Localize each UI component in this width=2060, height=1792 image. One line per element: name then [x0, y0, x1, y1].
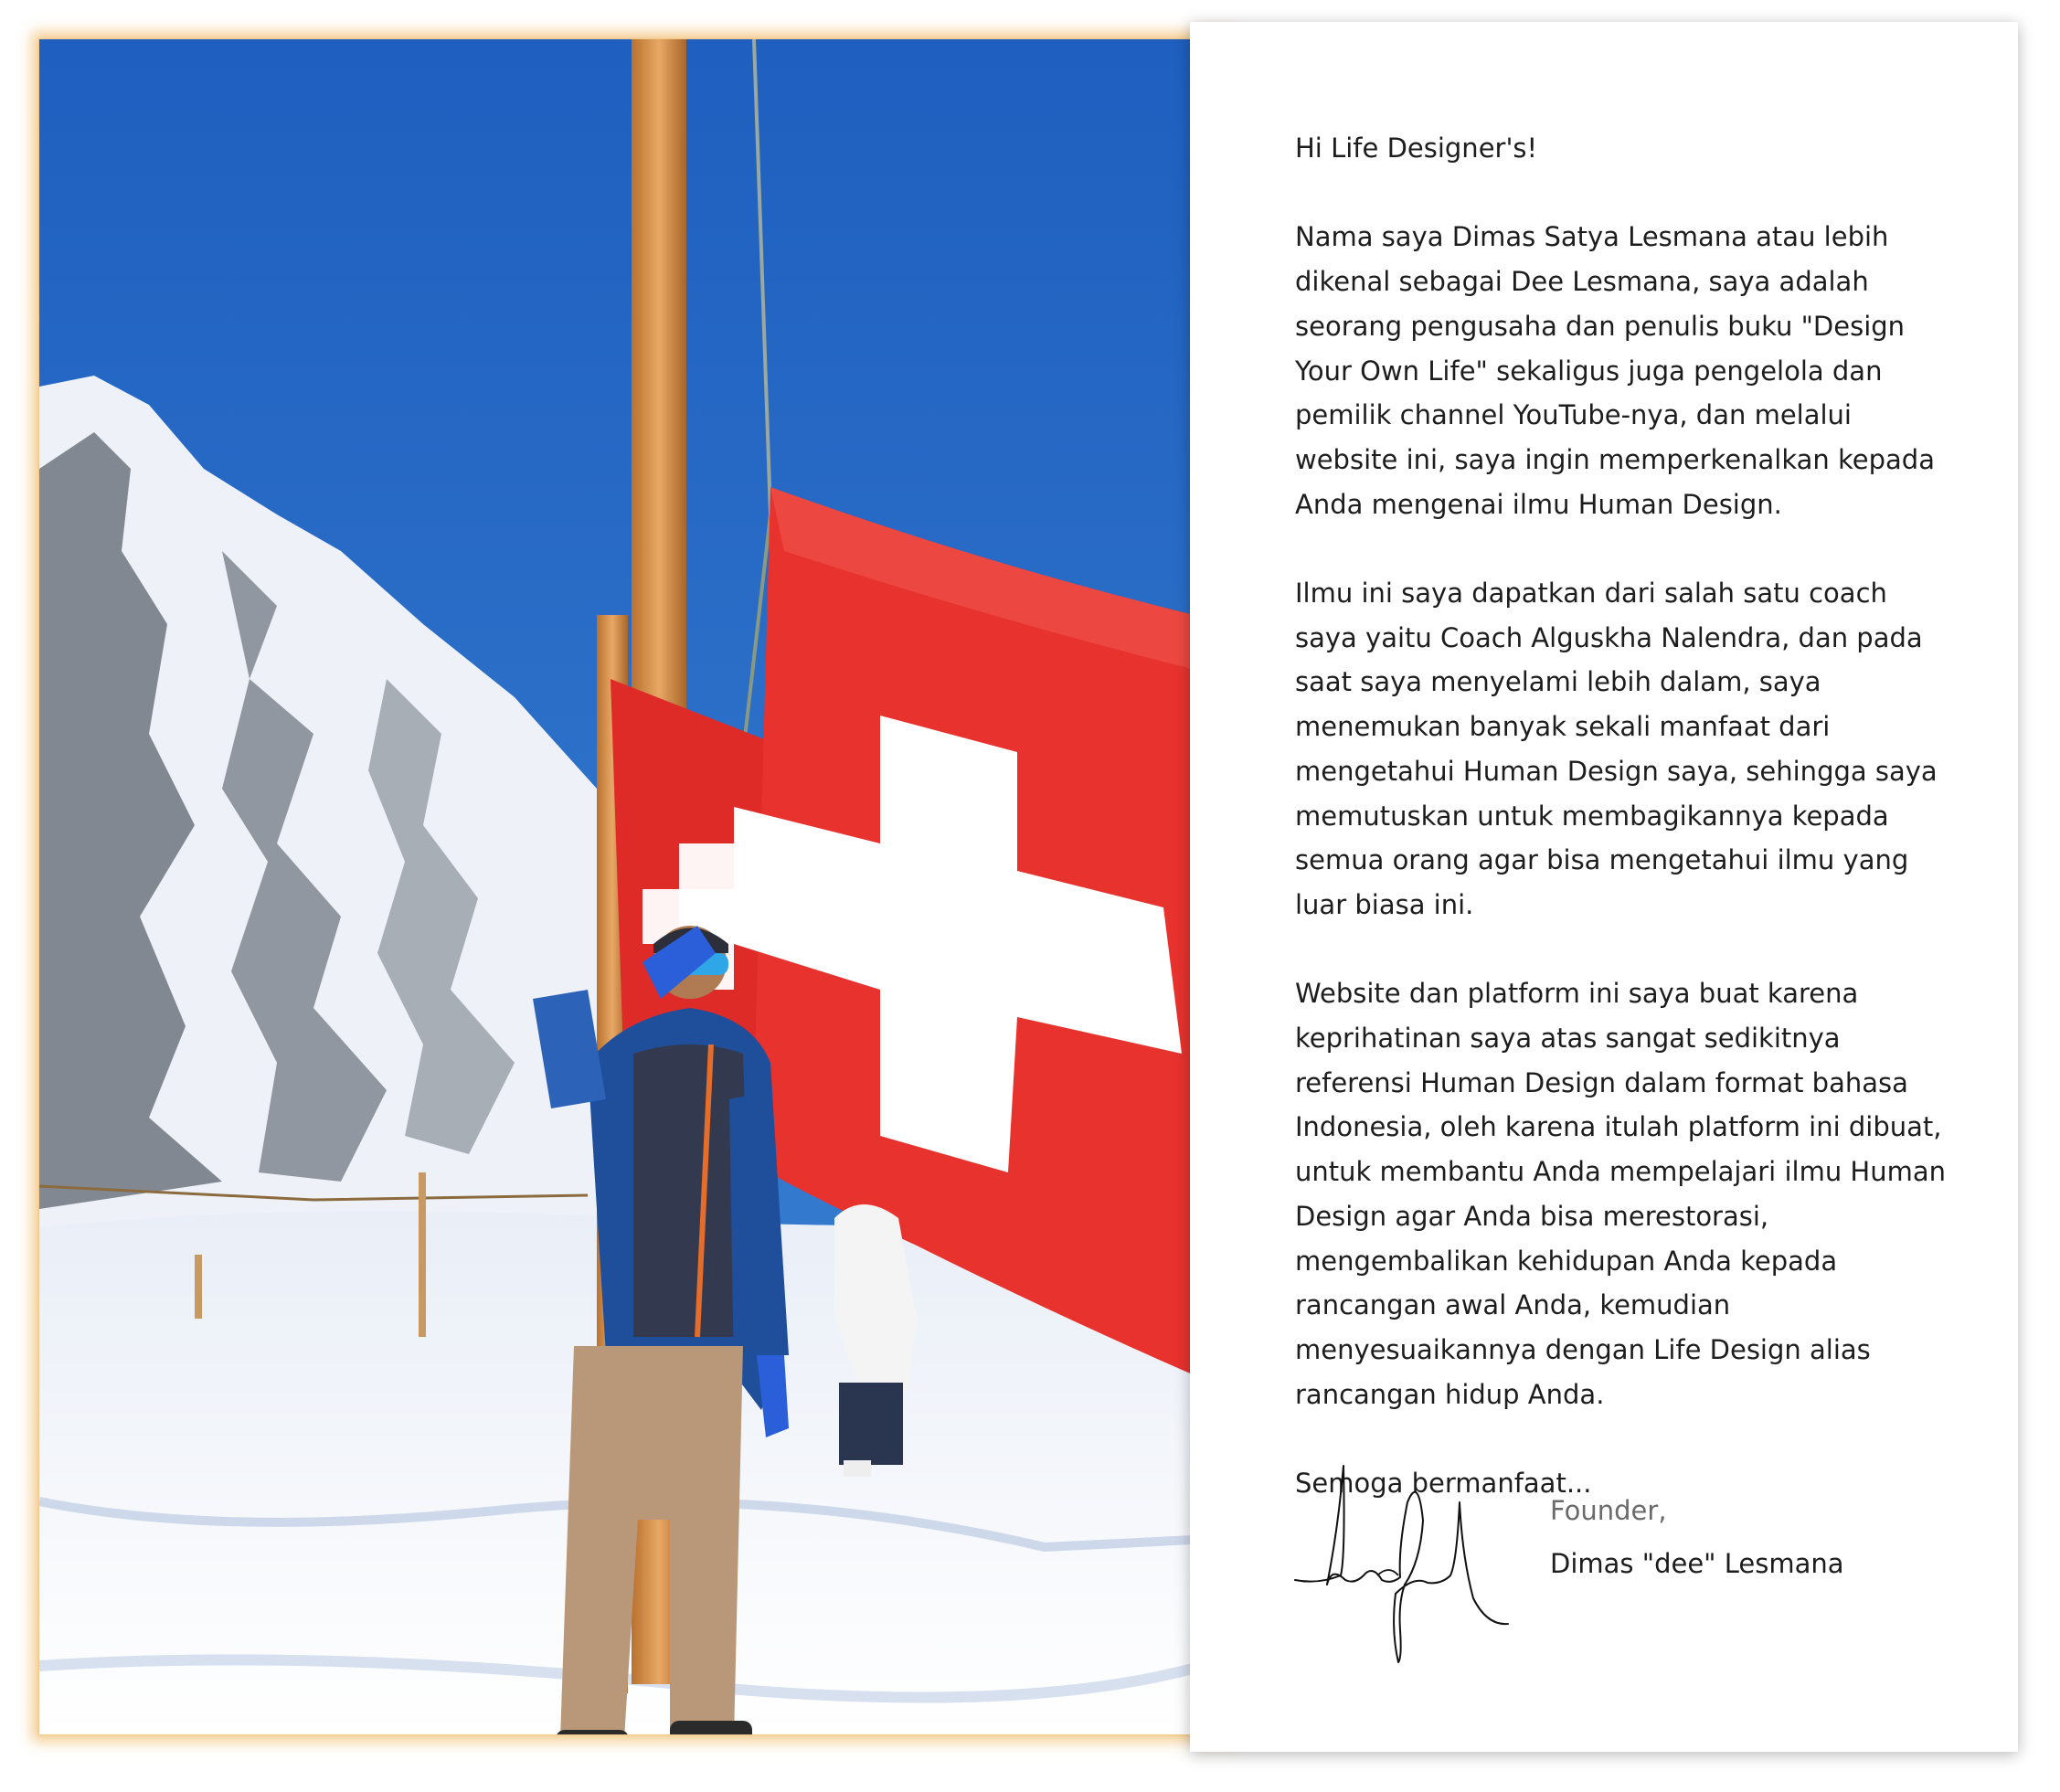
- signoff-role: Founder,: [1550, 1495, 1667, 1526]
- letter-paragraph-origin: Ilmu ini saya dapatkan dari salah satu coach saya yaitu Coach Alguskha Nalendra, dan pada saat saya menyelami lebih dalam, saya menemukan banyak sekali manfaat dari mengetahui Human Design saya, sehingga saya memutuskan untuk membagikannya kepada semua orang agar bisa mengetahui ilmu yang luar biasa ini.: [1295, 578, 1938, 920]
- letter-body: [1295, 126, 1953, 1550]
- founder-photo-illustration: [39, 39, 1232, 1734]
- founder-letter-card: [1190, 22, 2018, 1752]
- letter-paragraph-purpose: Website dan platform ini saya buat karena keprihatinan saya atas sangat sedikitnya referensi Human Design dalam format bahasa Indonesia, oleh karena itulah platform ini dibuat, untuk membantu Anda mempelajari ilmu Human Design agar Anda bisa merestorasi, mengembalikan kehidupan Anda kepada rancangan awal Anda, kemudian menyesuaikannya dengan Life Design alias rancangan hidup Anda.: [1295, 978, 1947, 1410]
- founder-signature: [1290, 1447, 1519, 1676]
- letter-greeting: Hi Life Designer's!: [1295, 133, 1538, 164]
- letter-closing: Semoga bermanfaat...: [1295, 1468, 1592, 1500]
- signoff-name: Dimas "dee" Lesmana: [1550, 1548, 1844, 1579]
- letter-signoff: [1550, 1484, 1934, 1590]
- letter-paragraph-intro: Nama saya Dimas Satya Lesmana atau lebih dikenal sebagai Dee Lesmana, saya adalah seorang pengusaha dan penulis buku "Design Your Own Life" sekaligus juga pengelola dan pemilik channel YouTube-nya, dan melalui website ini, saya ingin memperkenalkan kepada Anda mengenai ilmu Human Design.: [1295, 221, 1935, 520]
- founder-photo: [39, 39, 1232, 1734]
